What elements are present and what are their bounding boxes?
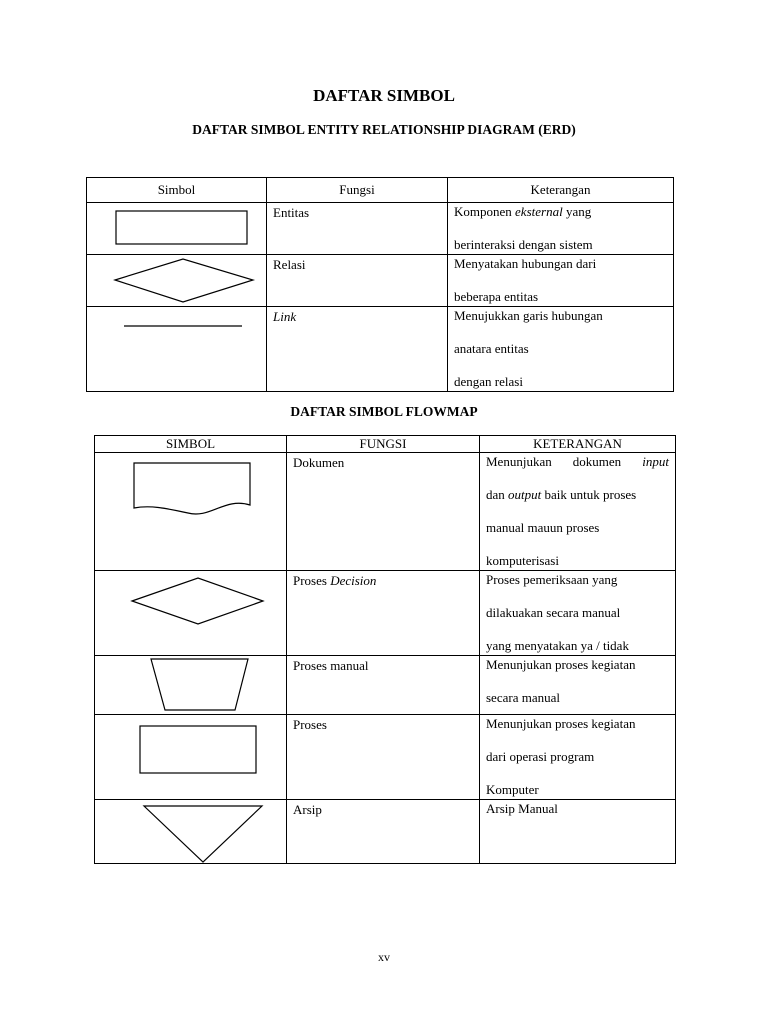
- symbol-cell: [87, 255, 267, 307]
- keterangan-cell: Menujukkan garis hubungan anatara entitas dengan relasi: [448, 307, 674, 392]
- fungsi-cell: Dokumen: [287, 453, 480, 571]
- keterangan-cell: Menunjukan proses kegiatan dari operasi program Komputer: [480, 715, 676, 800]
- flowmap-header-row: [95, 436, 676, 453]
- line-icon: [87, 307, 267, 389]
- keterangan-cell: Menyatakan hubungan dari beberapa entitas: [448, 255, 674, 307]
- decision-icon: [95, 571, 287, 654]
- column-header: Fungsi: [267, 178, 448, 203]
- symbol-cell: [87, 203, 267, 255]
- column-header: FUNGSI: [287, 436, 480, 453]
- table-row: [87, 203, 674, 255]
- flowmap-heading: DAFTAR SIMBOL FLOWMAP: [290, 404, 478, 419]
- table-row: [95, 656, 676, 715]
- fungsi-cell: Entitas: [267, 203, 448, 255]
- table-row: [87, 255, 674, 307]
- erd-heading: DAFTAR SIMBOL ENTITY RELATIONSHIP DIAGRAM (ERD): [192, 122, 576, 137]
- manual-operation-icon: [95, 656, 287, 715]
- table-row: [95, 571, 676, 656]
- keterangan-cell: Menunjukan dokumen input dan output baik untuk proses manual mauun proses komputerisasi: [480, 453, 676, 571]
- keterangan-cell: Proses pemeriksaan yang dilakuakan secara manual yang menyatakan ya / tidak: [480, 571, 676, 656]
- flowmap-table: [94, 435, 676, 864]
- diamond-icon: [87, 255, 267, 305]
- table-row: [87, 307, 674, 392]
- column-header: SIMBOL: [95, 436, 287, 453]
- keterangan-cell: Menunjukan proses kegiatan secara manual: [480, 656, 676, 715]
- table-row: [95, 800, 676, 864]
- fungsi-cell: Link: [267, 307, 448, 392]
- fungsi-cell: Relasi: [267, 255, 448, 307]
- archive-icon: [95, 800, 287, 864]
- keterangan-cell: Arsip Manual: [480, 800, 676, 864]
- table-row: [95, 453, 676, 571]
- erd-table: [86, 177, 674, 392]
- table-row: [95, 715, 676, 800]
- symbol-cell: [87, 307, 267, 392]
- document-icon: [95, 453, 287, 571]
- page-title: DAFTAR SIMBOL: [313, 86, 455, 105]
- page-number: xv: [378, 950, 390, 964]
- symbol-cell: [95, 453, 287, 571]
- fungsi-cell: Proses manual: [287, 656, 480, 715]
- symbol-cell: [95, 800, 287, 864]
- fungsi-cell: Proses Decision: [287, 571, 480, 656]
- rectangle-icon: [87, 203, 267, 253]
- fungsi-cell: Arsip: [287, 800, 480, 864]
- symbol-cell: [95, 715, 287, 800]
- column-header: KETERANGAN: [480, 436, 676, 453]
- erd-header-row: [87, 178, 674, 203]
- process-icon: [95, 715, 287, 799]
- symbol-cell: [95, 571, 287, 656]
- keterangan-cell: Komponen eksternal yang berinteraksi dengan sistem: [448, 203, 674, 255]
- column-header: Simbol: [87, 178, 267, 203]
- symbol-cell: [95, 656, 287, 715]
- fungsi-cell: Proses: [287, 715, 480, 800]
- column-header: Keterangan: [448, 178, 674, 203]
